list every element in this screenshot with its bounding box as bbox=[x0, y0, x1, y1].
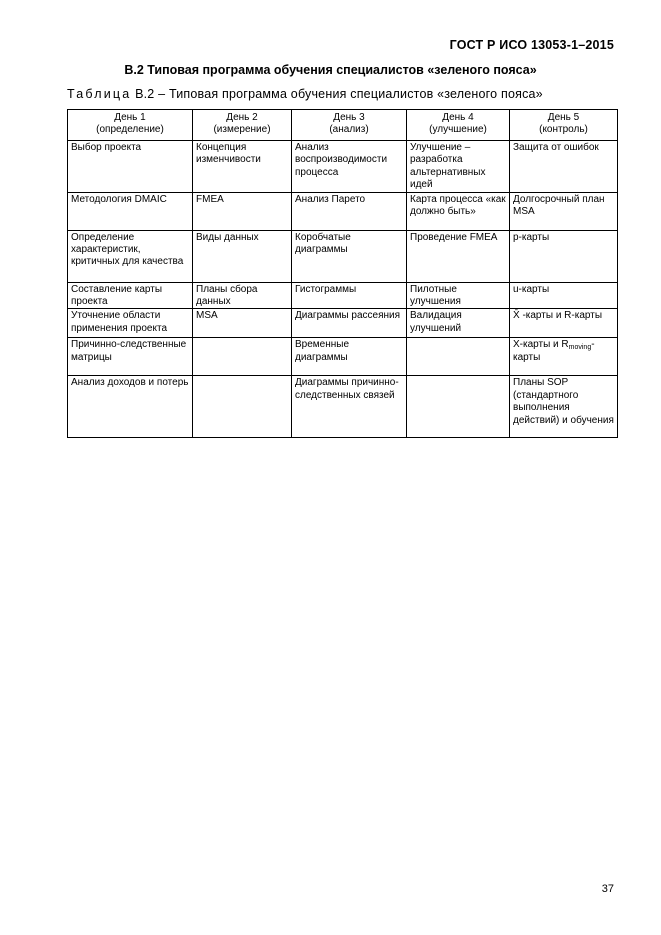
header-day-5 bbox=[510, 110, 618, 141]
header-day-2 bbox=[193, 110, 292, 141]
table-row bbox=[68, 309, 618, 338]
table-row bbox=[68, 230, 618, 282]
header-day-4 bbox=[407, 110, 510, 141]
table-cell: Причинно-следственные матрицы bbox=[68, 338, 193, 376]
table-cell bbox=[193, 338, 292, 376]
table-cell: p-карты bbox=[510, 230, 618, 282]
table-cell: MSA bbox=[193, 309, 292, 338]
table-cell: Защита от ошибок bbox=[510, 141, 618, 193]
table-cell bbox=[193, 376, 292, 438]
day-topic: (контроль) bbox=[539, 124, 588, 136]
moving-subscript: moving bbox=[568, 344, 592, 352]
xr-moving-chart-label: X-карты и R bbox=[513, 339, 569, 351]
day-label: День 1 bbox=[114, 112, 146, 123]
table-caption-text: В.2 – Типовая программа обучения специалистов «зеленого пояса» bbox=[131, 87, 543, 101]
xr-moving-suffix: -карты bbox=[513, 339, 595, 363]
table-row bbox=[68, 338, 618, 376]
table-cell: Составление карты проекта bbox=[68, 282, 193, 309]
table-cell: Долгосрочный план MSA bbox=[510, 192, 618, 230]
table-caption bbox=[67, 87, 543, 101]
table-cell: Анализ доходов и потерь bbox=[68, 376, 193, 438]
header-day-1 bbox=[68, 110, 193, 141]
table-cell: Планы SOP (стандартного выполнения действий) и обучения bbox=[510, 376, 618, 438]
table-cell: Пилотные улучшения bbox=[407, 282, 510, 309]
table-cell: Методология DMAIC bbox=[68, 192, 193, 230]
table-row bbox=[68, 282, 618, 309]
table-cell: Выбор проекта bbox=[68, 141, 193, 193]
table-cell: Диаграммы рассеяния bbox=[292, 309, 407, 338]
table-cell: Карта процесса «как должно быть» bbox=[407, 192, 510, 230]
section-title: В.2 Типовая программа обучения специалистов «зеленого пояса» bbox=[124, 63, 537, 77]
table-cell: Определение характеристик, критичных для качества bbox=[68, 230, 193, 282]
day-topic: (улучшение) bbox=[429, 124, 487, 136]
table-caption-prefix: Таблица bbox=[67, 87, 132, 101]
table-cell: Концепция изменчивости bbox=[193, 141, 292, 193]
table-cell: Уточнение области применения проекта bbox=[68, 309, 193, 338]
day-label: День 2 bbox=[226, 112, 258, 123]
document-code: ГОСТ Р ИСО 13053-1–2015 bbox=[449, 38, 614, 52]
table-cell: Проведение FMEA bbox=[407, 230, 510, 282]
table-cell: Валидация улучшений bbox=[407, 309, 510, 338]
table-cell: u-карты bbox=[510, 282, 618, 309]
table-cell: Гистограммы bbox=[292, 282, 407, 309]
table-cell: Анализ воспроизводимости процесса bbox=[292, 141, 407, 193]
table-cell: X̄ -карты и R-карты bbox=[510, 309, 618, 338]
day-topic: (определение) bbox=[96, 124, 164, 136]
day-label: День 4 bbox=[442, 112, 474, 123]
table-cell bbox=[407, 338, 510, 376]
table-cell: Виды данных bbox=[193, 230, 292, 282]
table-cell: FMEA bbox=[193, 192, 292, 230]
table-cell: Улучшение – разработка альтернативных идей bbox=[407, 141, 510, 193]
day-topic: (измерение) bbox=[213, 124, 271, 136]
table-cell: Коробчатые диаграммы bbox=[292, 230, 407, 282]
table-row bbox=[68, 192, 618, 230]
table-header-row bbox=[68, 110, 618, 141]
day-label: День 5 bbox=[547, 112, 580, 123]
page-number: 37 bbox=[601, 883, 614, 895]
table-cell: Планы сбора данных bbox=[193, 282, 292, 309]
table-cell: Анализ Парето bbox=[292, 192, 407, 230]
table-cell bbox=[510, 338, 618, 376]
table-cell: Диаграммы причинно-следственных связей bbox=[292, 376, 407, 438]
day-topic: (анализ) bbox=[329, 124, 369, 136]
green-belt-program-table bbox=[67, 109, 618, 438]
table-row bbox=[68, 376, 618, 438]
table-row bbox=[68, 141, 618, 193]
day-label: День 3 bbox=[333, 112, 365, 123]
table-cell bbox=[407, 376, 510, 438]
table-cell: Временные диаграммы bbox=[292, 338, 407, 376]
header-day-3 bbox=[292, 110, 407, 141]
